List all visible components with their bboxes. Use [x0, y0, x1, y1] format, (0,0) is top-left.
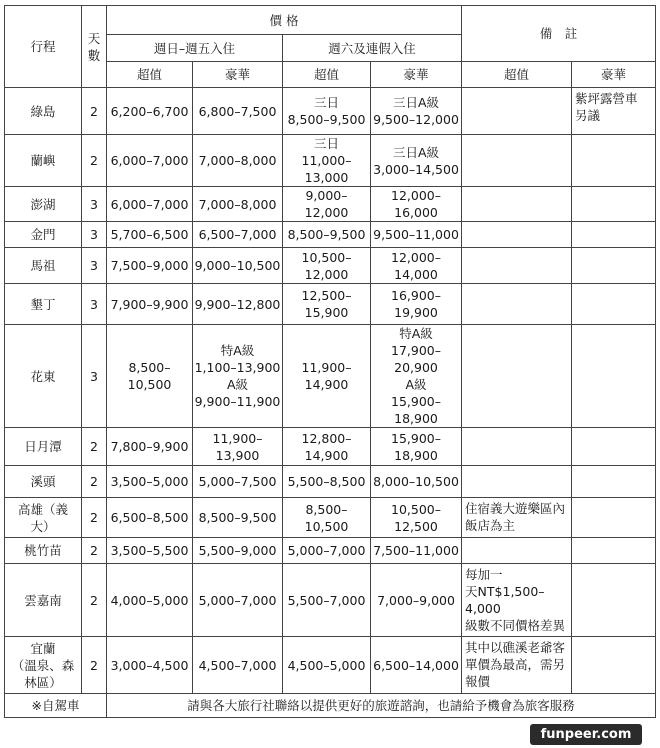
- table-row: [5, 284, 656, 325]
- cell-note-dlx: [572, 135, 656, 187]
- cell-route: 雲嘉南: [5, 564, 82, 637]
- cell-note-std: [462, 135, 572, 187]
- footer-label: ※自駕車: [5, 694, 107, 718]
- cell-days: 3: [82, 187, 107, 222]
- header-route: 行程: [5, 6, 82, 88]
- cell-days: 2: [82, 428, 107, 466]
- cell-wd-std: 7,800–9,900: [107, 428, 193, 466]
- cell-days: 3: [82, 284, 107, 325]
- watermark-logo: funpeer.com: [530, 724, 642, 745]
- cell-wd-std: 7,500–9,000: [107, 248, 193, 284]
- cell-route: 花東: [5, 325, 82, 428]
- cell-we-std: 5,500–7,000: [283, 564, 371, 637]
- cell-wd-std: 6,000–7,000: [107, 135, 193, 187]
- cell-days: 2: [82, 88, 107, 135]
- cell-we-dlx: 7,000–9,000: [371, 564, 462, 637]
- header-weekend-deluxe: 豪華: [371, 62, 462, 88]
- cell-days: 3: [82, 222, 107, 248]
- cell-we-std: 12,500– 15,900: [283, 284, 371, 325]
- cell-wd-dlx: 4,500–7,000: [193, 637, 283, 694]
- cell-we-dlx: 16,900– 19,900: [371, 284, 462, 325]
- cell-note-std: [462, 284, 572, 325]
- cell-wd-std: 6,000–7,000: [107, 187, 193, 222]
- cell-days: 2: [82, 498, 107, 538]
- cell-we-std: 10,500– 12,000: [283, 248, 371, 284]
- cell-wd-dlx: 5,000–7,000: [193, 564, 283, 637]
- header-weekday-deluxe: 豪華: [193, 62, 283, 88]
- cell-note-dlx: [572, 428, 656, 466]
- table-row: [5, 498, 656, 538]
- header-days: 天 數: [82, 6, 107, 88]
- footer-text: 請與各大旅行社聯絡以提供更好的旅遊諮詢，也請給予機會為旅客服務: [107, 694, 656, 718]
- cell-route: 蘭嶼: [5, 135, 82, 187]
- table-row: [5, 637, 656, 694]
- cell-we-std: 8,500–10,500: [283, 498, 371, 538]
- cell-route: 馬祖: [5, 248, 82, 284]
- header-weekday-standard: 超值: [107, 62, 193, 88]
- header-price: 價 格: [107, 6, 462, 35]
- cell-note-dlx: [572, 466, 656, 498]
- cell-we-std: 12,800– 14,900: [283, 428, 371, 466]
- cell-wd-dlx: 特A級 1,100–13,900 A級 9,900–11,900: [193, 325, 283, 428]
- cell-wd-dlx: 6,500–7,000: [193, 222, 283, 248]
- cell-note-std: [462, 248, 572, 284]
- cell-note-std: [462, 325, 572, 428]
- table-row: [5, 564, 656, 637]
- cell-route: 溪頭: [5, 466, 82, 498]
- cell-note-dlx: [572, 222, 656, 248]
- cell-we-std: 三日 11,000– 13,000: [283, 135, 371, 187]
- cell-wd-std: 3,000–4,500: [107, 637, 193, 694]
- cell-note-dlx: [572, 538, 656, 564]
- table-row: [5, 248, 656, 284]
- cell-wd-std: 7,900–9,900: [107, 284, 193, 325]
- cell-we-std: 11,900– 14,900: [283, 325, 371, 428]
- table-row: [5, 222, 656, 248]
- cell-we-dlx: 6,500–14,000: [371, 637, 462, 694]
- cell-wd-dlx: 8,500–9,500: [193, 498, 283, 538]
- cell-route: 澎湖: [5, 187, 82, 222]
- cell-note-std: [462, 466, 572, 498]
- cell-note-std: 每加一 天NT$1,500– 4,000 級數不同價格差異: [462, 564, 572, 637]
- cell-note-dlx: [572, 284, 656, 325]
- cell-we-std: 三日 8,500–9,500: [283, 88, 371, 135]
- header-weekend: 週六及連假入住: [283, 35, 462, 62]
- price-table: [4, 5, 656, 718]
- cell-note-std: 其中以礁溪老爺客 單價為最高，需另 報價: [462, 637, 572, 694]
- cell-we-dlx: 12,000– 14,000: [371, 248, 462, 284]
- cell-we-std: 5,000–7,000: [283, 538, 371, 564]
- cell-wd-dlx: 11,900–13,900: [193, 428, 283, 466]
- cell-we-dlx: 15,900– 18,900: [371, 428, 462, 466]
- cell-route: 綠島: [5, 88, 82, 135]
- header-remarks: 備 註: [462, 6, 656, 62]
- cell-days: 2: [82, 466, 107, 498]
- header-remarks-deluxe: 豪華: [572, 62, 656, 88]
- cell-note-dlx: [572, 564, 656, 637]
- cell-wd-std: 8,500–10,500: [107, 325, 193, 428]
- cell-days: 2: [82, 538, 107, 564]
- cell-we-std: 5,500–8,500: [283, 466, 371, 498]
- table-row: [5, 466, 656, 498]
- cell-we-dlx: 10,500– 12,500: [371, 498, 462, 538]
- cell-days: 3: [82, 325, 107, 428]
- cell-note-std: [462, 187, 572, 222]
- table-row: [5, 325, 656, 428]
- cell-days: 2: [82, 637, 107, 694]
- cell-we-dlx: 特A級 17,900– 20,900 A級 15,900– 18,900: [371, 325, 462, 428]
- cell-we-dlx: 三日A級 3,000–14,500: [371, 135, 462, 187]
- cell-we-std: 9,000–12,000: [283, 187, 371, 222]
- cell-note-std: [462, 88, 572, 135]
- cell-note-std: [462, 428, 572, 466]
- cell-we-std: 8,500–9,500: [283, 222, 371, 248]
- cell-days: 2: [82, 135, 107, 187]
- cell-note-dlx: [572, 325, 656, 428]
- cell-wd-dlx: 5,500–9,000: [193, 538, 283, 564]
- cell-days: 3: [82, 248, 107, 284]
- cell-note-dlx: [572, 637, 656, 694]
- table-row: [5, 187, 656, 222]
- cell-we-dlx: 8,000–10,500: [371, 466, 462, 498]
- cell-days: 2: [82, 564, 107, 637]
- header-remarks-standard: 超值: [462, 62, 572, 88]
- cell-wd-dlx: 7,000–8,000: [193, 187, 283, 222]
- cell-wd-std: 6,500–8,500: [107, 498, 193, 538]
- cell-wd-dlx: 9,000–10,500: [193, 248, 283, 284]
- cell-route: 金門: [5, 222, 82, 248]
- cell-route: 日月潭: [5, 428, 82, 466]
- cell-route: 墾丁: [5, 284, 82, 325]
- cell-route: 宜蘭 （溫泉、森 林區）: [5, 637, 82, 694]
- cell-note-dlx: [572, 248, 656, 284]
- cell-note-std: [462, 222, 572, 248]
- cell-wd-std: 6,200–6,700: [107, 88, 193, 135]
- cell-we-dlx: 9,500–11,000: [371, 222, 462, 248]
- cell-route: 桃竹苗: [5, 538, 82, 564]
- cell-wd-dlx: 6,800–7,500: [193, 88, 283, 135]
- table-row: [5, 428, 656, 466]
- header-weekend-standard: 超值: [283, 62, 371, 88]
- cell-note-std: [462, 538, 572, 564]
- table-body: [5, 88, 656, 694]
- cell-wd-std: 3,500–5,500: [107, 538, 193, 564]
- cell-we-dlx: 7,500–11,000: [371, 538, 462, 564]
- table-row: [5, 538, 656, 564]
- table-row: [5, 88, 656, 135]
- cell-note-dlx: 紫坪露營車 另議: [572, 88, 656, 135]
- header-weekday: 週日–週五入住: [107, 35, 283, 62]
- cell-wd-std: 4,000–5,000: [107, 564, 193, 637]
- cell-route: 高雄（義 大）: [5, 498, 82, 538]
- table-row: [5, 135, 656, 187]
- cell-we-dlx: 12,000– 16,000: [371, 187, 462, 222]
- cell-wd-dlx: 5,000–7,500: [193, 466, 283, 498]
- cell-note-dlx: [572, 187, 656, 222]
- cell-wd-std: 5,700–6,500: [107, 222, 193, 248]
- cell-we-dlx: 三日A級 9,500–12,000: [371, 88, 462, 135]
- cell-wd-dlx: 9,900–12,800: [193, 284, 283, 325]
- cell-note-dlx: [572, 498, 656, 538]
- cell-wd-dlx: 7,000–8,000: [193, 135, 283, 187]
- cell-wd-std: 3,500–5,000: [107, 466, 193, 498]
- cell-note-std: 住宿義大遊樂區內 飯店為主: [462, 498, 572, 538]
- cell-we-std: 4,500–5,000: [283, 637, 371, 694]
